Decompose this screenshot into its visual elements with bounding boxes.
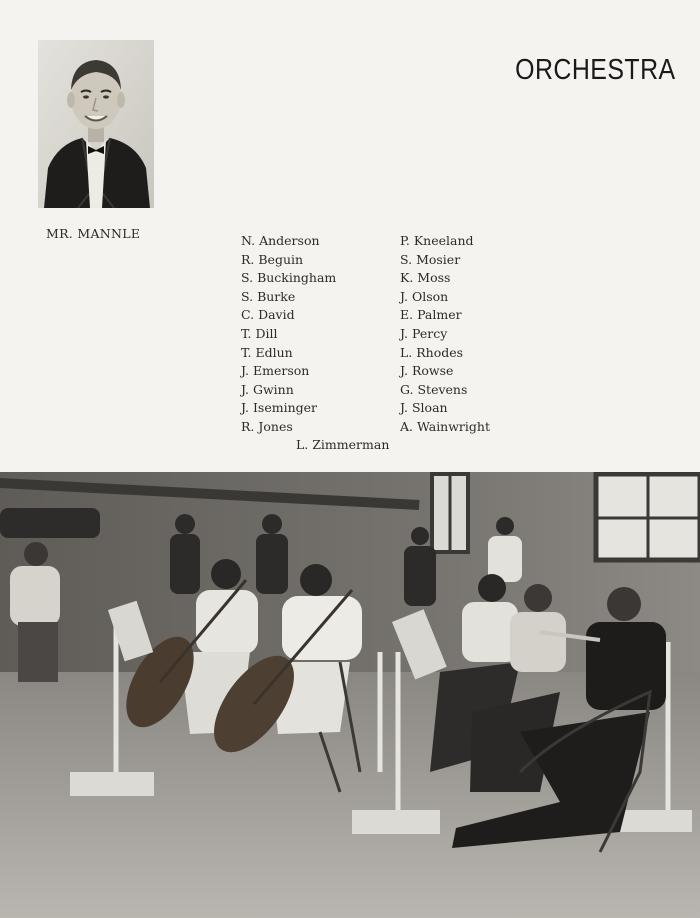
member-name-last: L. Zimmerman [296, 437, 390, 452]
member-name: L. Rhodes [400, 344, 464, 360]
member-name: P. Kneeland [400, 233, 474, 248]
member-name: J. Gwinn [241, 381, 294, 397]
director-portrait [38, 40, 154, 208]
members-column-1 [241, 232, 336, 437]
member-name: R. Beguin [241, 251, 304, 267]
member-name: J. Emerson [241, 363, 310, 379]
member-name: S. Mosier [400, 251, 461, 267]
member-name: S. Burke [241, 288, 296, 304]
orchestra-photo-image [0, 472, 700, 918]
member-name: E. Palmer [400, 307, 462, 323]
member-name: N. Anderson [241, 233, 320, 248]
member-name: J. Sloan [400, 400, 448, 416]
director-name: MR. MANNLE [46, 226, 141, 241]
member-name: T. Dill [241, 325, 278, 341]
member-name: C. David [241, 307, 295, 323]
member-name: T. Edlun [241, 344, 293, 360]
member-name: J. Percy [400, 325, 448, 341]
member-name: J. Olson [400, 288, 449, 304]
director-portrait-image [38, 40, 154, 208]
member-name: S. Buckingham [241, 270, 337, 286]
member-name: J. Iseminger [241, 400, 318, 416]
member-name: G. Stevens [400, 381, 468, 397]
member-name: R. Jones [241, 418, 293, 434]
members-column-2 [400, 232, 490, 437]
member-name: J. Rowse [400, 363, 454, 379]
member-name: A. Wainwright [400, 418, 490, 434]
orchestra-photo [0, 472, 700, 918]
page-title: ORCHESTRA [515, 54, 676, 86]
member-name: K. Moss [400, 270, 451, 286]
